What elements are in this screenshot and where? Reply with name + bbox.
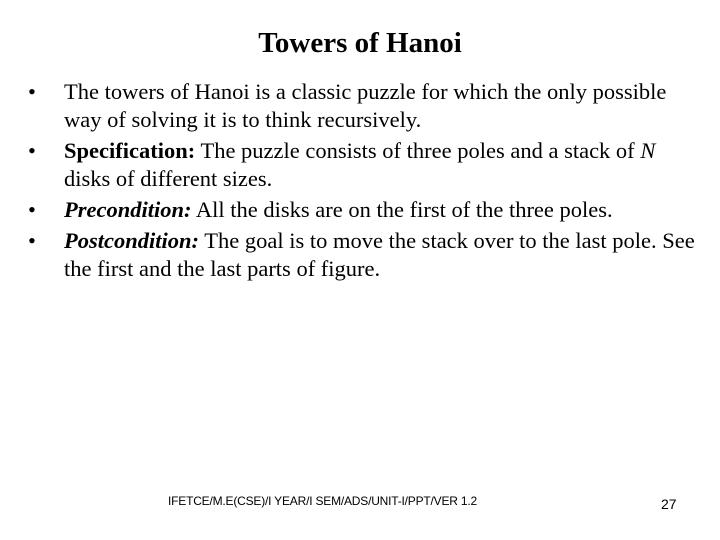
- bullet-text: All the disks are on the first of the three poles.: [191, 197, 613, 222]
- bullet-marker: •: [28, 79, 36, 104]
- variable-n: N: [640, 138, 656, 163]
- bullet-text: The towers of Hanoi is a classic puzzle for which the only possible way of solving it is to think recursively.: [64, 79, 667, 132]
- bullet-marker: •: [28, 228, 36, 253]
- bullet-item-postcondition: [28, 227, 704, 283]
- bullet-item-intro: [28, 78, 704, 134]
- bullet-list: [28, 78, 704, 286]
- bullet-item-specification: [28, 137, 704, 193]
- bullet-marker: •: [28, 138, 36, 163]
- slide-title: Towers of Hanoi: [258, 27, 462, 59]
- footer-text: IFETCE/M.E(CSE)/I YEAR/I SEM/ADS/UNIT-I/PPT/VER 1.2: [168, 494, 477, 508]
- bullet-lead-label: Precondition:: [64, 197, 192, 222]
- bullet-item-precondition: [28, 196, 704, 224]
- bullet-marker: •: [28, 197, 36, 222]
- bullet-text: The puzzle consists of three poles and a stack of: [195, 138, 641, 163]
- bullet-lead-label: Specification:: [64, 138, 196, 163]
- page-number: 27: [661, 496, 677, 512]
- bullet-text: The goal is to move the stack over to the last pole. See the first and the last parts of figure.: [64, 228, 695, 281]
- bullet-text: disks of different sizes.: [64, 166, 273, 191]
- bullet-lead-label: Postcondition:: [64, 228, 200, 253]
